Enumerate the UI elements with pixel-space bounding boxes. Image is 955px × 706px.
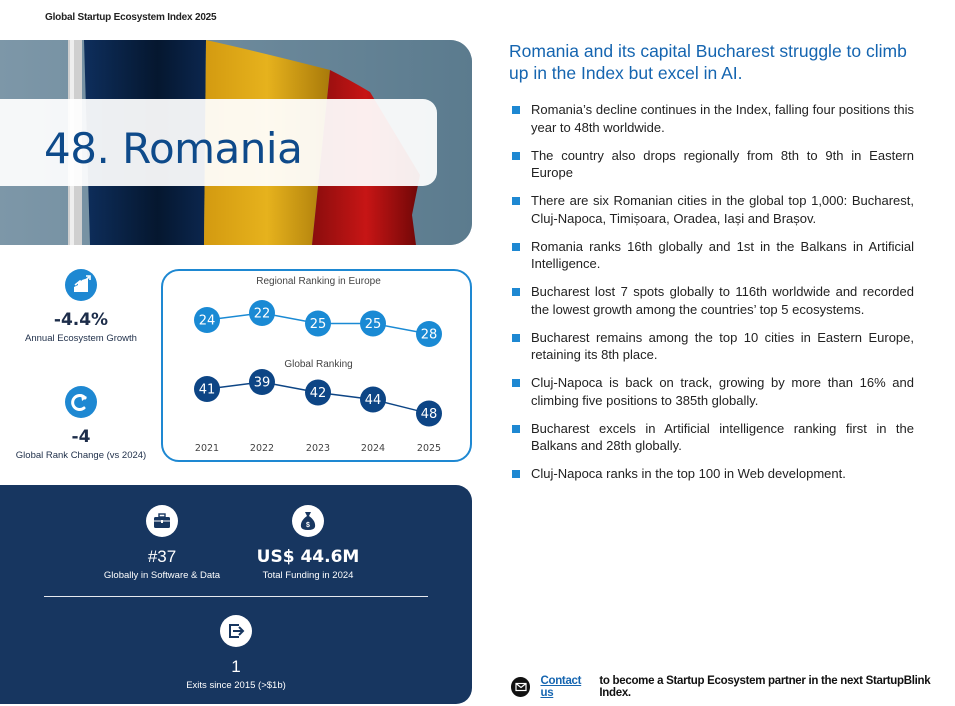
annual-growth-label: Annual Ecosystem Growth [25,333,137,344]
bullet-item [512,147,914,182]
page-title: 48. Romania [44,124,303,173]
bullet-square-icon [512,334,520,342]
bullet-square-icon [512,425,520,433]
bullet-square-icon [512,470,520,478]
bullet-item [512,238,914,273]
panel-divider [44,596,428,597]
data-label: 25 [364,317,382,332]
bullet-square-icon [512,152,520,160]
x-tick-label: 2025 [416,443,442,454]
chart-title-global: Global Ranking [284,359,353,370]
chart-title-regional: Regional Ranking in Europe [256,276,381,287]
bullet-text: Bucharest remains among the top 10 cities in Eastern Europe, retaining its 8th place. [531,329,914,362]
bullet-item [512,192,914,227]
bullet-square-icon [512,288,520,296]
mail-icon [511,677,530,697]
bullet-square-icon [512,197,520,205]
bullet-item [512,283,914,318]
data-label: 25 [309,317,327,332]
highlights-panel [0,485,472,704]
highlight-exits [156,615,316,691]
bullet-text: Cluj-Napoca ranks in the top 100 in Web development. [531,466,846,481]
bullet-square-icon [512,243,520,251]
bullet-text: Romania ranks 16th globally and 1st in the Balkans in Artificial Intelligence. [531,238,914,271]
bullet-item [512,329,914,364]
funding-value: US$ 44.6M [256,547,360,567]
section-headline: Romania and its capital Bucharest struggle to climb up in the Index but excel in AI. [509,41,907,83]
contact-us-link[interactable]: Contact us [540,675,582,699]
data-label: 44 [364,393,382,408]
bullet-text: The country also drops regionally from 8th to 9th in Eastern Europe [531,147,914,180]
highlight-software [82,505,242,581]
briefcase-icon [146,505,178,537]
contact-footer-text: to become a Startup Ecosystem partner in the next StartupBlink Index. [599,675,931,699]
contact-footer [511,675,955,699]
bullet-square-icon [512,106,520,114]
software-rank-label: Globally in Software & Data [103,570,221,581]
software-rank-value: #37 [147,547,177,566]
x-tick-label: 2022 [249,443,275,454]
data-label: 22 [253,306,271,322]
bullet-text: Romania’s decline continues in the Index, falling four positions this year to 48th worldwide. [531,102,914,135]
x-tick-label: 2024 [360,443,386,454]
ranking-chart-svg [0,0,472,470]
rank-change-label: Global Rank Change (vs 2024) [15,450,147,461]
bullet-item [512,374,914,409]
data-label: 41 [198,382,216,398]
money-bag-icon [292,505,324,537]
bullet-text: Bucharest lost 7 spots globally to 116th worldwide and recorded the lowest growth among the countries’ top 5 ecosystems. [531,284,914,317]
data-label: 24 [198,313,216,329]
annual-growth-value: -4.4% [53,310,109,330]
exits-label: Exits since 2015 (>$1b) [186,680,286,691]
funding-label: Total Funding in 2024 [262,570,354,581]
document-header: Global Startup Ecosystem Index 2025 [45,12,217,23]
bullet-item [512,420,914,455]
svg-text:$: $ [306,522,310,529]
rank-change-value: -4 [71,427,91,447]
bullet-item [512,465,914,483]
bullet-text: Bucharest excels in Artificial intelligence ranking first in the Balkans and 28th globally. [531,420,914,453]
data-label: 42 [309,386,327,401]
data-label: 39 [253,375,271,391]
exits-value: 1 [231,657,241,676]
data-label: 48 [420,407,438,422]
bullet-text: Cluj-Napoca is back on track, growing by more than 16% and climbing five positions to 385th globally. [531,375,914,408]
bullet-square-icon [512,379,520,387]
ranking-chart [161,269,472,462]
bullet-list [512,101,914,493]
x-tick-label: 2021 [194,443,220,454]
x-tick-label: 2023 [305,443,331,454]
data-label: 28 [420,327,438,343]
highlight-funding [228,505,388,581]
bullet-text: There are six Romanian cities in the global top 1,000: Bucharest, Cluj-Napoca, Timișoara, Oradea, Iași and Brașov. [531,193,914,226]
bullet-item [512,101,914,136]
exit-icon [220,615,252,647]
